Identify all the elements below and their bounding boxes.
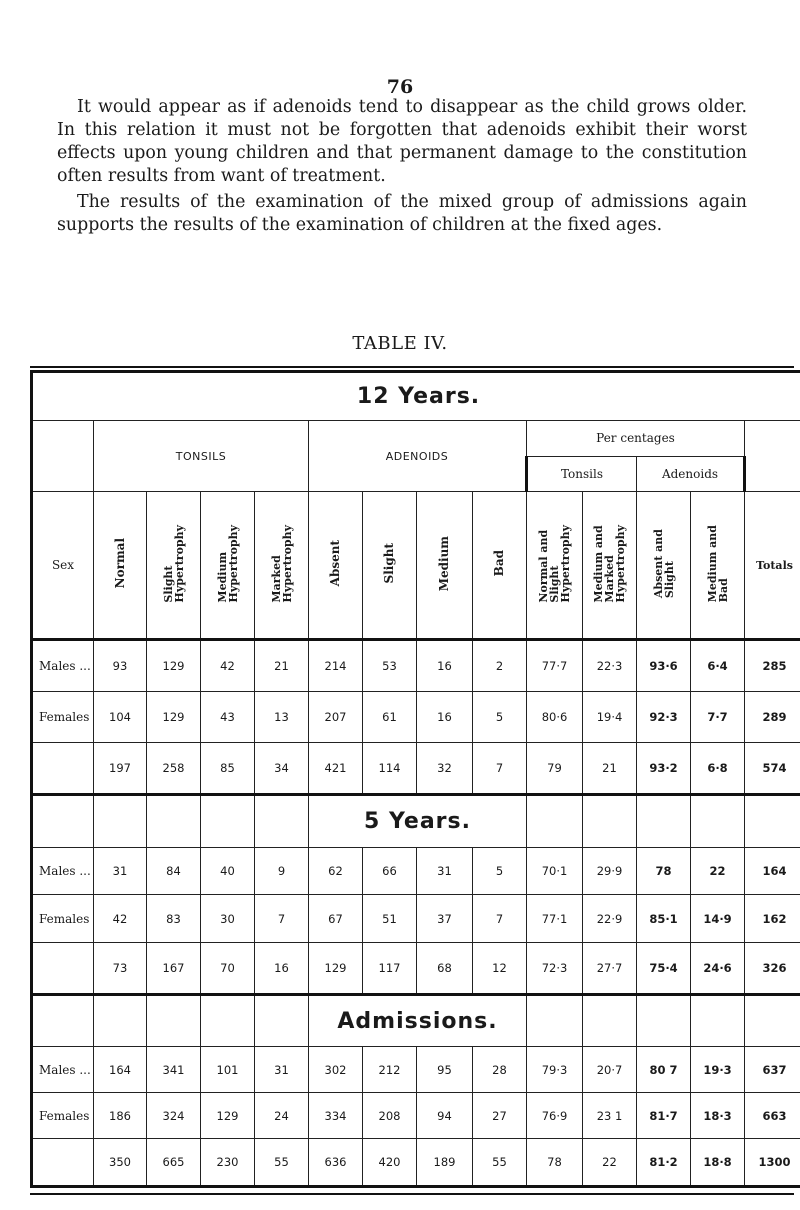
table-cell: 420 bbox=[363, 1139, 417, 1187]
table-cell: 27 bbox=[473, 1092, 527, 1139]
table-cell: 164 bbox=[745, 847, 800, 895]
table-cell: 6·8 bbox=[691, 743, 745, 795]
table-cell: 93 bbox=[94, 639, 147, 691]
blank-cell bbox=[745, 795, 800, 847]
table-row bbox=[32, 639, 800, 691]
table-cell: 129 bbox=[147, 692, 201, 743]
paragraph-1: It would appear as if adenoids tend to disappear as the child grows older. In this relation it must not be forgotten that adenoids exhibit their worst effects upon young children and that permanent damage to the constitution often results from want of treatment. bbox=[57, 97, 747, 186]
blank-cell bbox=[201, 995, 255, 1047]
table-cell: 95 bbox=[417, 1047, 473, 1092]
section-title-row bbox=[32, 372, 800, 421]
blank-cell bbox=[255, 995, 309, 1047]
table-cell: 53 bbox=[363, 639, 417, 691]
table-cell: 2 bbox=[473, 639, 527, 691]
col-pc-absent-slight: Absent and Slight bbox=[651, 529, 676, 599]
table-cell: 5 bbox=[473, 692, 527, 743]
table-cell: 31 bbox=[417, 847, 473, 895]
table-cell: 93·2 bbox=[637, 743, 691, 795]
table-cell: 101 bbox=[201, 1047, 255, 1092]
section-title-row bbox=[32, 995, 800, 1047]
table-cell: 186 bbox=[94, 1092, 147, 1139]
table-cell: 16 bbox=[255, 942, 309, 994]
table-cell: 51 bbox=[363, 895, 417, 943]
table-cell: 55 bbox=[473, 1139, 527, 1187]
data-table bbox=[30, 370, 800, 1188]
table-row bbox=[32, 692, 800, 743]
table-cell: 350 bbox=[94, 1139, 147, 1187]
bottom-rule bbox=[30, 1193, 794, 1195]
table-cell: 72·3 bbox=[527, 942, 583, 994]
table-cell: 665 bbox=[147, 1139, 201, 1187]
table-cell: 77·1 bbox=[527, 895, 583, 943]
col-pc-medium-marked: Medium and Marked Hypertrophy bbox=[592, 524, 627, 603]
blank-cell bbox=[147, 995, 201, 1047]
blank-cell bbox=[583, 995, 637, 1047]
table-cell: 637 bbox=[745, 1047, 800, 1092]
table-cell: 75·4 bbox=[637, 942, 691, 994]
table-cell: 24 bbox=[255, 1092, 309, 1139]
table-row bbox=[32, 1047, 800, 1092]
col-pc-normal-slight: Normal and Slight Hypertrophy bbox=[537, 524, 572, 603]
pc-adenoids-header: Adenoids bbox=[637, 457, 745, 492]
blank-cell bbox=[637, 795, 691, 847]
row-label bbox=[32, 1139, 94, 1187]
blank-cell bbox=[201, 795, 255, 847]
table-cell: 129 bbox=[147, 639, 201, 691]
table-cell: 16 bbox=[417, 692, 473, 743]
table-cell: 7·7 bbox=[691, 692, 745, 743]
table-cell: 324 bbox=[147, 1092, 201, 1139]
table-title: TABLE IV. bbox=[352, 333, 448, 354]
row-label: Females bbox=[32, 692, 94, 743]
table-cell: 92·3 bbox=[637, 692, 691, 743]
blank-header-cell bbox=[32, 420, 94, 491]
row-label: Males ... bbox=[32, 847, 94, 895]
blank-cell bbox=[583, 795, 637, 847]
section-title-row bbox=[32, 795, 800, 847]
table-cell: 80·6 bbox=[527, 692, 583, 743]
column-header-row bbox=[32, 492, 800, 640]
table-cell: 22·9 bbox=[583, 895, 637, 943]
table-cell: 164 bbox=[94, 1047, 147, 1092]
table-cell: 230 bbox=[201, 1139, 255, 1187]
table-cell: 162 bbox=[745, 895, 800, 943]
table-cell: 1300 bbox=[745, 1139, 800, 1187]
table-cell: 66 bbox=[363, 847, 417, 895]
table-cell: 16 bbox=[417, 639, 473, 691]
table-cell: 21 bbox=[583, 743, 637, 795]
blank-cell bbox=[32, 795, 94, 847]
group-header-row bbox=[32, 420, 800, 456]
blank-cell bbox=[147, 795, 201, 847]
table-cell: 258 bbox=[147, 743, 201, 795]
col-pc-medium-bad: Medium and Bad bbox=[705, 524, 730, 603]
blank-cell bbox=[527, 795, 583, 847]
per-centages-header: Per centages bbox=[527, 420, 745, 456]
table-cell: 81·2 bbox=[637, 1139, 691, 1187]
table-cell: 208 bbox=[363, 1092, 417, 1139]
table-cell: 31 bbox=[255, 1047, 309, 1092]
blank-cell bbox=[637, 995, 691, 1047]
table-cell: 83 bbox=[147, 895, 201, 943]
col-bad: Bad bbox=[492, 550, 506, 577]
table-cell: 24·6 bbox=[691, 942, 745, 994]
blank-cell bbox=[691, 995, 745, 1047]
table-cell: 73 bbox=[94, 942, 147, 994]
row-label: Males ... bbox=[32, 639, 94, 691]
table-cell: 341 bbox=[147, 1047, 201, 1092]
table-cell: 62 bbox=[309, 847, 363, 895]
table-cell: 29·9 bbox=[583, 847, 637, 895]
col-slight-hypertrophy: Slight Hypertrophy bbox=[161, 524, 186, 603]
table-cell: 70 bbox=[201, 942, 255, 994]
table-cell: 12 bbox=[473, 942, 527, 994]
table-cell: 13 bbox=[255, 692, 309, 743]
blank-cell bbox=[94, 995, 147, 1047]
col-slight: Slight bbox=[382, 543, 396, 584]
table-cell: 22 bbox=[583, 1139, 637, 1187]
table-row bbox=[32, 847, 800, 895]
table-cell: 289 bbox=[745, 692, 800, 743]
paragraph-2: The results of the examination of the mixed group of admissions again supports the results of the examination of children at the fixed ages. bbox=[57, 192, 747, 235]
table-cell: 22·3 bbox=[583, 639, 637, 691]
table-cell: 574 bbox=[745, 743, 800, 795]
table-cell: 421 bbox=[309, 743, 363, 795]
table-cell: 84 bbox=[147, 847, 201, 895]
table-cell: 23 1 bbox=[583, 1092, 637, 1139]
table-cell: 114 bbox=[363, 743, 417, 795]
table-cell: 334 bbox=[309, 1092, 363, 1139]
table-cell: 22 bbox=[691, 847, 745, 895]
table-cell: 31 bbox=[94, 847, 147, 895]
blank-header-cell-right bbox=[745, 420, 800, 491]
col-normal: Normal bbox=[112, 538, 127, 589]
table-cell: 6·4 bbox=[691, 639, 745, 691]
row-label: Females bbox=[32, 895, 94, 943]
table-row bbox=[32, 1139, 800, 1187]
table-cell: 68 bbox=[417, 942, 473, 994]
table-cell: 30 bbox=[201, 895, 255, 943]
table-cell: 78 bbox=[637, 847, 691, 895]
adenoids-header: ADENOIDS bbox=[309, 420, 527, 491]
table-cell: 636 bbox=[309, 1139, 363, 1187]
blank-cell bbox=[255, 795, 309, 847]
table-cell: 79·3 bbox=[527, 1047, 583, 1092]
table-cell: 21 bbox=[255, 639, 309, 691]
table-cell: 129 bbox=[309, 942, 363, 994]
table-cell: 67 bbox=[309, 895, 363, 943]
table-cell: 14·9 bbox=[691, 895, 745, 943]
table-cell: 34 bbox=[255, 743, 309, 795]
section-title: Admissions. bbox=[309, 995, 527, 1047]
table-cell: 7 bbox=[255, 895, 309, 943]
table-cell: 5 bbox=[473, 847, 527, 895]
table-cell: 20·7 bbox=[583, 1047, 637, 1092]
table-cell: 78 bbox=[527, 1139, 583, 1187]
table-row bbox=[32, 743, 800, 795]
row-label: Females bbox=[32, 1092, 94, 1139]
table-cell: 43 bbox=[201, 692, 255, 743]
col-absent: Absent bbox=[328, 540, 342, 587]
table-cell: 7 bbox=[473, 895, 527, 943]
blank-cell bbox=[527, 995, 583, 1047]
col-medium-hypertrophy: Medium Hypertrophy bbox=[215, 524, 240, 603]
table-cell: 19·3 bbox=[691, 1047, 745, 1092]
table-cell: 85 bbox=[201, 743, 255, 795]
table-cell: 81·7 bbox=[637, 1092, 691, 1139]
table-cell: 42 bbox=[201, 639, 255, 691]
top-rule bbox=[30, 366, 794, 368]
table-cell: 167 bbox=[147, 942, 201, 994]
table-cell: 212 bbox=[363, 1047, 417, 1092]
blank-cell bbox=[32, 995, 94, 1047]
table-cell: 285 bbox=[745, 639, 800, 691]
table-cell: 93·6 bbox=[637, 639, 691, 691]
table-cell: 104 bbox=[94, 692, 147, 743]
table-cell: 27·7 bbox=[583, 942, 637, 994]
table-cell: 19·4 bbox=[583, 692, 637, 743]
col-totals: Totals bbox=[745, 492, 800, 640]
blank-cell bbox=[691, 795, 745, 847]
table-cell: 7 bbox=[473, 743, 527, 795]
table-row bbox=[32, 1092, 800, 1139]
table-cell: 28 bbox=[473, 1047, 527, 1092]
table-cell: 214 bbox=[309, 639, 363, 691]
blank-cell bbox=[94, 795, 147, 847]
table-cell: 197 bbox=[94, 743, 147, 795]
table-cell: 129 bbox=[201, 1092, 255, 1139]
table-cell: 42 bbox=[94, 895, 147, 943]
tonsils-header: TONSILS bbox=[94, 420, 309, 491]
col-marked-hypertrophy: Marked Hypertrophy bbox=[269, 524, 294, 603]
table-row bbox=[32, 895, 800, 943]
blank-cell bbox=[745, 995, 800, 1047]
table-cell: 77·7 bbox=[527, 639, 583, 691]
table-cell: 79 bbox=[527, 743, 583, 795]
table-cell: 326 bbox=[745, 942, 800, 994]
table-cell: 302 bbox=[309, 1047, 363, 1092]
table-cell: 40 bbox=[201, 847, 255, 895]
pc-tonsils-header: Tonsils bbox=[527, 457, 637, 492]
table-cell: 94 bbox=[417, 1092, 473, 1139]
table-cell: 80 7 bbox=[637, 1047, 691, 1092]
table-row bbox=[32, 942, 800, 994]
row-label: Males ... bbox=[32, 1047, 94, 1092]
table-cell: 18·3 bbox=[691, 1092, 745, 1139]
table-cell: 76·9 bbox=[527, 1092, 583, 1139]
row-label bbox=[32, 743, 94, 795]
section-title: 5 Years. bbox=[309, 795, 527, 847]
page-number: 76 bbox=[386, 76, 414, 98]
table-cell: 61 bbox=[363, 692, 417, 743]
col-sex: Sex bbox=[32, 492, 94, 640]
table-cell: 18·8 bbox=[691, 1139, 745, 1187]
table-cell: 663 bbox=[745, 1092, 800, 1139]
col-medium: Medium bbox=[437, 535, 451, 592]
table-cell: 55 bbox=[255, 1139, 309, 1187]
table-cell: 9 bbox=[255, 847, 309, 895]
table-cell: 32 bbox=[417, 743, 473, 795]
table-cell: 85·1 bbox=[637, 895, 691, 943]
table-cell: 70·1 bbox=[527, 847, 583, 895]
row-label bbox=[32, 942, 94, 994]
table-cell: 117 bbox=[363, 942, 417, 994]
section-title-12: 12 Years. bbox=[32, 372, 800, 421]
table-cell: 207 bbox=[309, 692, 363, 743]
table-cell: 37 bbox=[417, 895, 473, 943]
table-cell: 189 bbox=[417, 1139, 473, 1187]
